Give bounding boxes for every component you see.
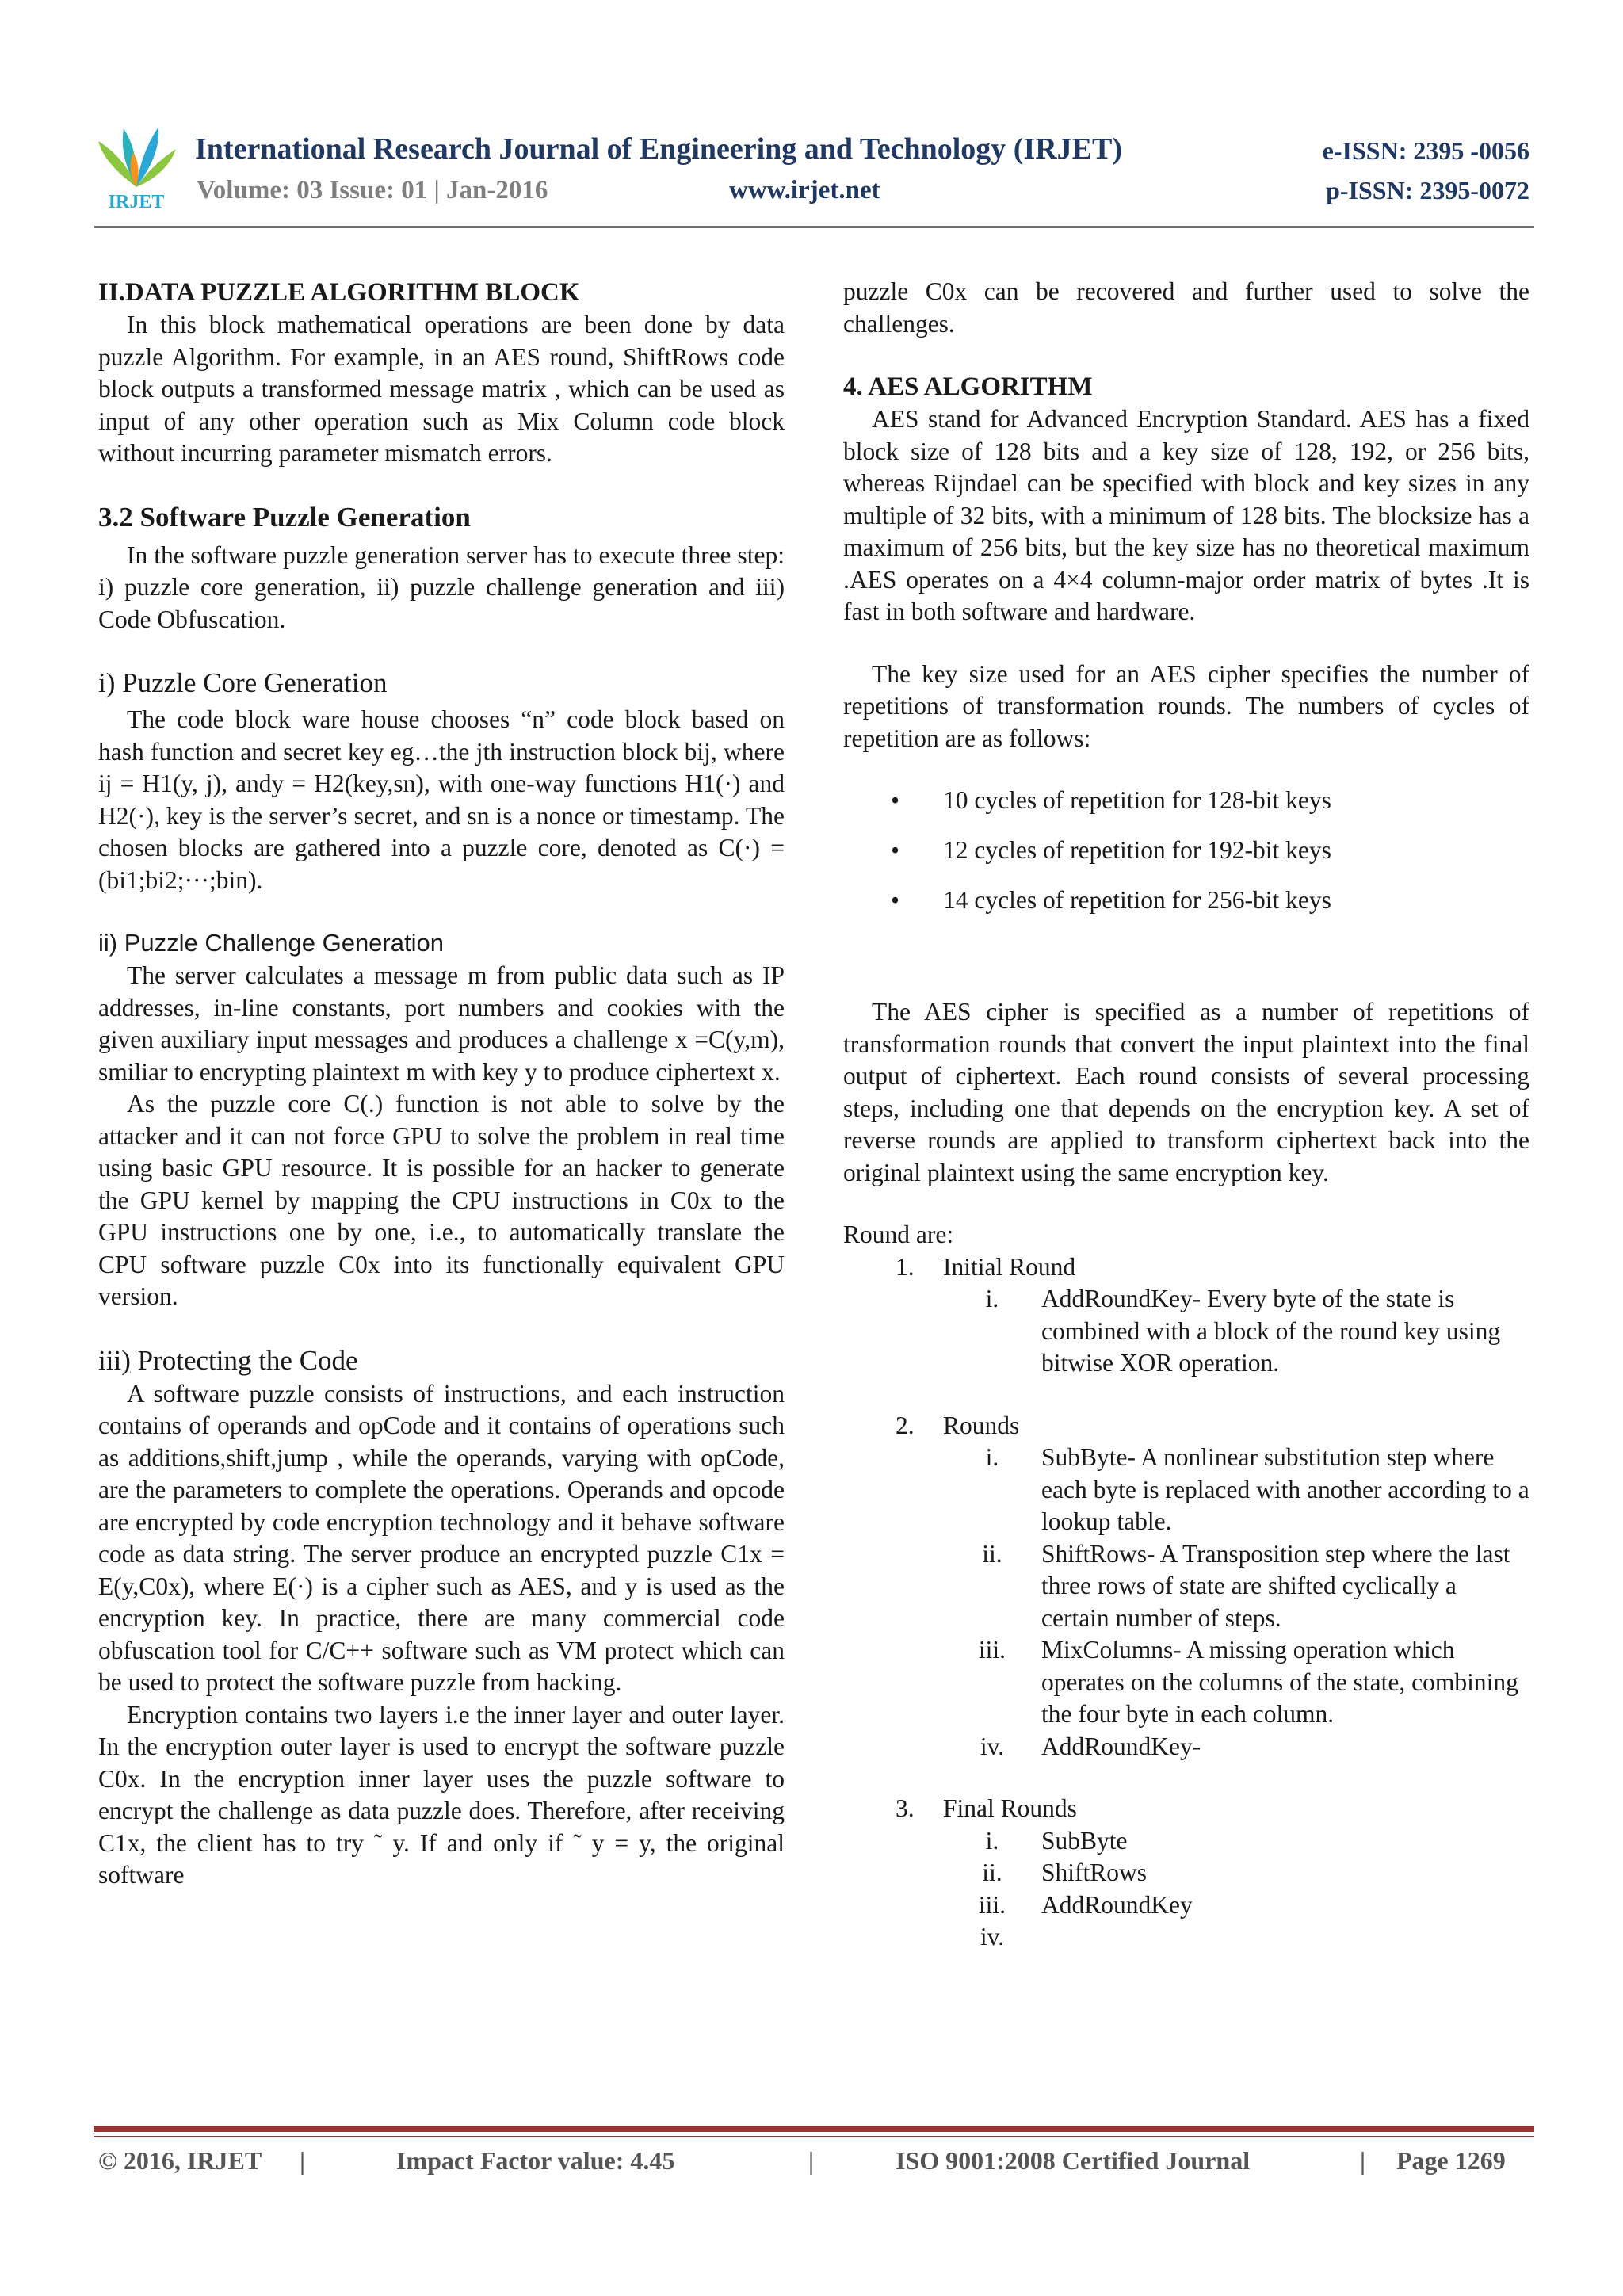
eissn: e-ISSN: 2395 -0056 bbox=[1322, 136, 1529, 165]
subsection-heading-software-puzzle: 3.2 Software Puzzle Generation bbox=[98, 501, 471, 533]
footer-separator: | bbox=[300, 2146, 306, 2175]
paragraph: The AES cipher is specified as a number of repetitions of transformation rounds that convert the input plaintext into the final output of ciphertext. Each round consists of several processing steps, including one that depends on the encryption key. A set of reverse rounds are applied to transform ciphertext back into the original plaintext using the same encryption key. bbox=[843, 998, 1529, 1186]
journal-title: International Research Journal of Engineering and Technology (IRJET) bbox=[195, 132, 1123, 166]
paragraph: Encryption contains two layers i.e the inner layer and outer layer. In the encryption outer layer is used to encrypt the software puzzle C0x. In the encryption inner layer uses the puzzle software to encrypt the challenge as data puzzle does. Therefore, after receiving C1x, the client has to try ˜ y. If and only if ˜ y = y, the original software bbox=[98, 1700, 785, 1889]
footer-separator: | bbox=[1360, 2146, 1366, 2175]
bullet-icon: • bbox=[891, 836, 900, 864]
footer-iso: ISO 9001:2008 Certified Journal bbox=[896, 2146, 1251, 2175]
list-item: • 10 cycles of repetition for 128-bit keys bbox=[843, 785, 1529, 817]
paragraph: puzzle C0x can be recovered and further used to solve the challenges. bbox=[843, 277, 1529, 338]
section-heading-aes: 4. AES ALGORITHM bbox=[843, 372, 1093, 401]
list-item: 2. Rounds bbox=[896, 1411, 1020, 1439]
rounds-intro: Round are: bbox=[843, 1221, 954, 1248]
pissn: p-ISSN: 2395-0072 bbox=[1326, 176, 1529, 204]
list-item: • 12 cycles of repetition for 192-bit keys bbox=[843, 835, 1529, 867]
list-item: iii. AddRoundKey bbox=[978, 1890, 1193, 1919]
footer-divider-thin bbox=[94, 2136, 1534, 2137]
list-item: ii. ShiftRows bbox=[982, 1859, 1148, 1886]
footer-copyright: © 2016, IRJET bbox=[98, 2146, 262, 2175]
volume-issue: Volume: 03 Issue: 01 | Jan-2016 bbox=[197, 176, 548, 204]
heading-prefix: iii bbox=[98, 1344, 122, 1376]
list-item: 1. Initial Round bbox=[896, 1252, 1076, 1281]
left-column bbox=[98, 276, 785, 1892]
website-link[interactable]: www.irjet.net bbox=[729, 176, 880, 204]
heading-protecting-code bbox=[98, 1343, 785, 1378]
heading-underlined-paren: ) bbox=[121, 1344, 131, 1376]
list-item: • 14 cycles of repetition for 256-bit keys bbox=[843, 884, 1529, 917]
list-item: ii. ShiftRows- A Transposition step where the last three rows of state are shifted cyclically a certain number of steps. bbox=[982, 1539, 1510, 1632]
paragraph: As the puzzle core C(.) function is not able to solve by the attacker and it can not force GPU to solve the problem in real time using basic GPU resource. It is possible for an hacker to generate the GPU kernel by mapping the CPU instructions in C0x to the GPU instructions one by one, i.e., to automatically translate the CPU software puzzle C0x into its functionally equivalent GPU version. bbox=[98, 1090, 785, 1310]
heading-puzzle-challenge: ii) Puzzle Challenge Generation bbox=[98, 929, 444, 957]
heading-rest: Protecting the Code bbox=[130, 1344, 358, 1376]
paragraph: In the software puzzle generation server has to execute three step: i) puzzle core generation, ii) puzzle challenge generation and iii) Code Obfuscation. bbox=[98, 541, 785, 633]
list-item: i. SubByte- A nonlinear substitution step where each byte is replaced with another according to a lookup table. bbox=[985, 1443, 1529, 1535]
footer-page-number: Page 1269 bbox=[1396, 2146, 1506, 2175]
bullet-icon: • bbox=[891, 786, 900, 814]
header-divider bbox=[94, 226, 1534, 228]
irjet-logo bbox=[94, 117, 179, 212]
paragraph: The code block ware house chooses “n” code block based on hash function and secret key eg…the jth instruction block bij, where ij = H1(y, j), andy = H2(key,sn), with one-way functions H1(·) and H2(·), key is the server’s secret, and sn is a nonce or timestamp. The chosen blocks are gathered into a puzzle core, denoted as C(·) = (bi1;bi2;···;bin). bbox=[98, 705, 785, 894]
list-item: i. AddRoundKey- Every byte of the state is combined with a block of the round key using bitwise XOR operation. bbox=[985, 1285, 1501, 1377]
logo-text: IRJET bbox=[108, 192, 165, 212]
paragraph: In this block mathematical operations are been done by data puzzle Algorithm. For example, in an AES round, ShiftRows code block outputs a transformed message matrix , which can be used as input of any other operation such as Mix Column code block without incurring parameter mismatch errors. bbox=[98, 311, 785, 467]
footer-separator: | bbox=[808, 2146, 815, 2175]
list-item: iii. MixColumns- A missing operation which operates on the columns of the state, combining the four byte in each column. bbox=[978, 1636, 1518, 1728]
right-column: puzzle C0x can be recovered and further used to solve the challenges. 4. AES ALGORITHM AES stand for Advanced Encryption Standard. AES has a fixed block size of 128 bits and a key size of 128, 192, or 256 bits, whereas Rijndael can be specified with block and key sizes in any multiple of 32 bits, with a minimum of 128 bits. The blocksize has a maximum of 256 bits, but the key size has no theoretical maximum .AES operates on a 4×4 column-major order matrix of bytes .It is fast in both software and hardware. The key size used for an AES cipher specifies the number of repetitions of transformation rounds. The numbers of cycles of repetition are as follows: • 10 cycles of repetition for 128-bit keys • 12 cycles of repetition for 192-bit keys • 14 cycles of repetition for 256-bit keys The AES cipher is specified as a number of repetitions of transformation rounds that convert the input plaintext into the final output of ciphertext. Each round consists of several processing steps, including one that depends on the encryption key. A set of reverse rounds are applied to transform ciphertext back into the original plaintext using the same encryption key. Round are: 1. Initial Round i. AddRoundKey- Every byte of the state is combined with a block of the round key using bitwise XOR operation. 2. Rounds i. SubByte- A nonlinear substitution step where each byte is replaced with another according to a lookup table. ii. ShiftRows- A Transposition step where the last three rows of state are shifted cyclically a certain number of steps. iii. MixColumns- A missing operation which operates on the columns of the state, combining the four byte in each column. iv. AddRoundKey- 3. Final Rounds i. SubByte ii. ShiftRows iii. AddRoundKey iv. bbox=[843, 277, 1529, 1950]
list-item: i. SubByte bbox=[985, 1826, 1128, 1855]
paragraph: The key size used for an AES cipher specifies the number of repetitions of transformation rounds. The numbers of cycles of repetition are as follows: bbox=[843, 659, 1529, 752]
footer-impact-factor: Impact Factor value: 4.45 bbox=[396, 2146, 675, 2175]
key-cycles-list bbox=[843, 785, 1529, 917]
list-item: iv. AddRoundKey- bbox=[980, 1732, 1201, 1760]
list-item: 3. Final Rounds bbox=[896, 1794, 1077, 1822]
paragraph: A software puzzle consists of instructions, and each instruction contains of operands and opCode and it contains of operations such as additions,shift,jump , while the operands, varying with opCode, are the parameters to complete the operations. Operands and opcode are encrypted by code encryption technology and it behave software code as data string. The server produce an encrypted puzzle C1x = E(y,C0x), where E(·) is a cipher such as AES, and y is used as the encryption key. In practice, there are many commercial code obfuscation tool for C/C++ software such as VM protect which can be used to protect the software puzzle from hacking. bbox=[98, 1379, 785, 1696]
bullet-icon: • bbox=[891, 886, 900, 914]
heading-puzzle-core: i) Puzzle Core Generation bbox=[98, 667, 388, 698]
footer-divider bbox=[94, 2126, 1534, 2132]
section-heading-data-puzzle: II.DATA PUZZLE ALGORITHM BLOCK bbox=[98, 278, 580, 307]
paragraph: AES stand for Advanced Encryption Standard. AES has a fixed block size of 128 bits and a key size of 128, 192, or 256 bits, whereas Rijndael can be specified with block and key sizes in any multiple of 32 bits, with a minimum of 128 bits. The blocksize has a maximum of 256 bits, but the key size has no theoretical maximum .AES operates on a 4×4 column-major order matrix of bytes .It is fast in both software and hardware. bbox=[843, 405, 1529, 625]
paragraph: The server calculates a message m from public data such as IP addresses, in-line constants, port numbers and cookies with the given auxiliary input messages and produces a challenge x =C(y,m), smiliar to encrypting plaintext m with key y to produce ciphertext x. bbox=[98, 961, 785, 1086]
